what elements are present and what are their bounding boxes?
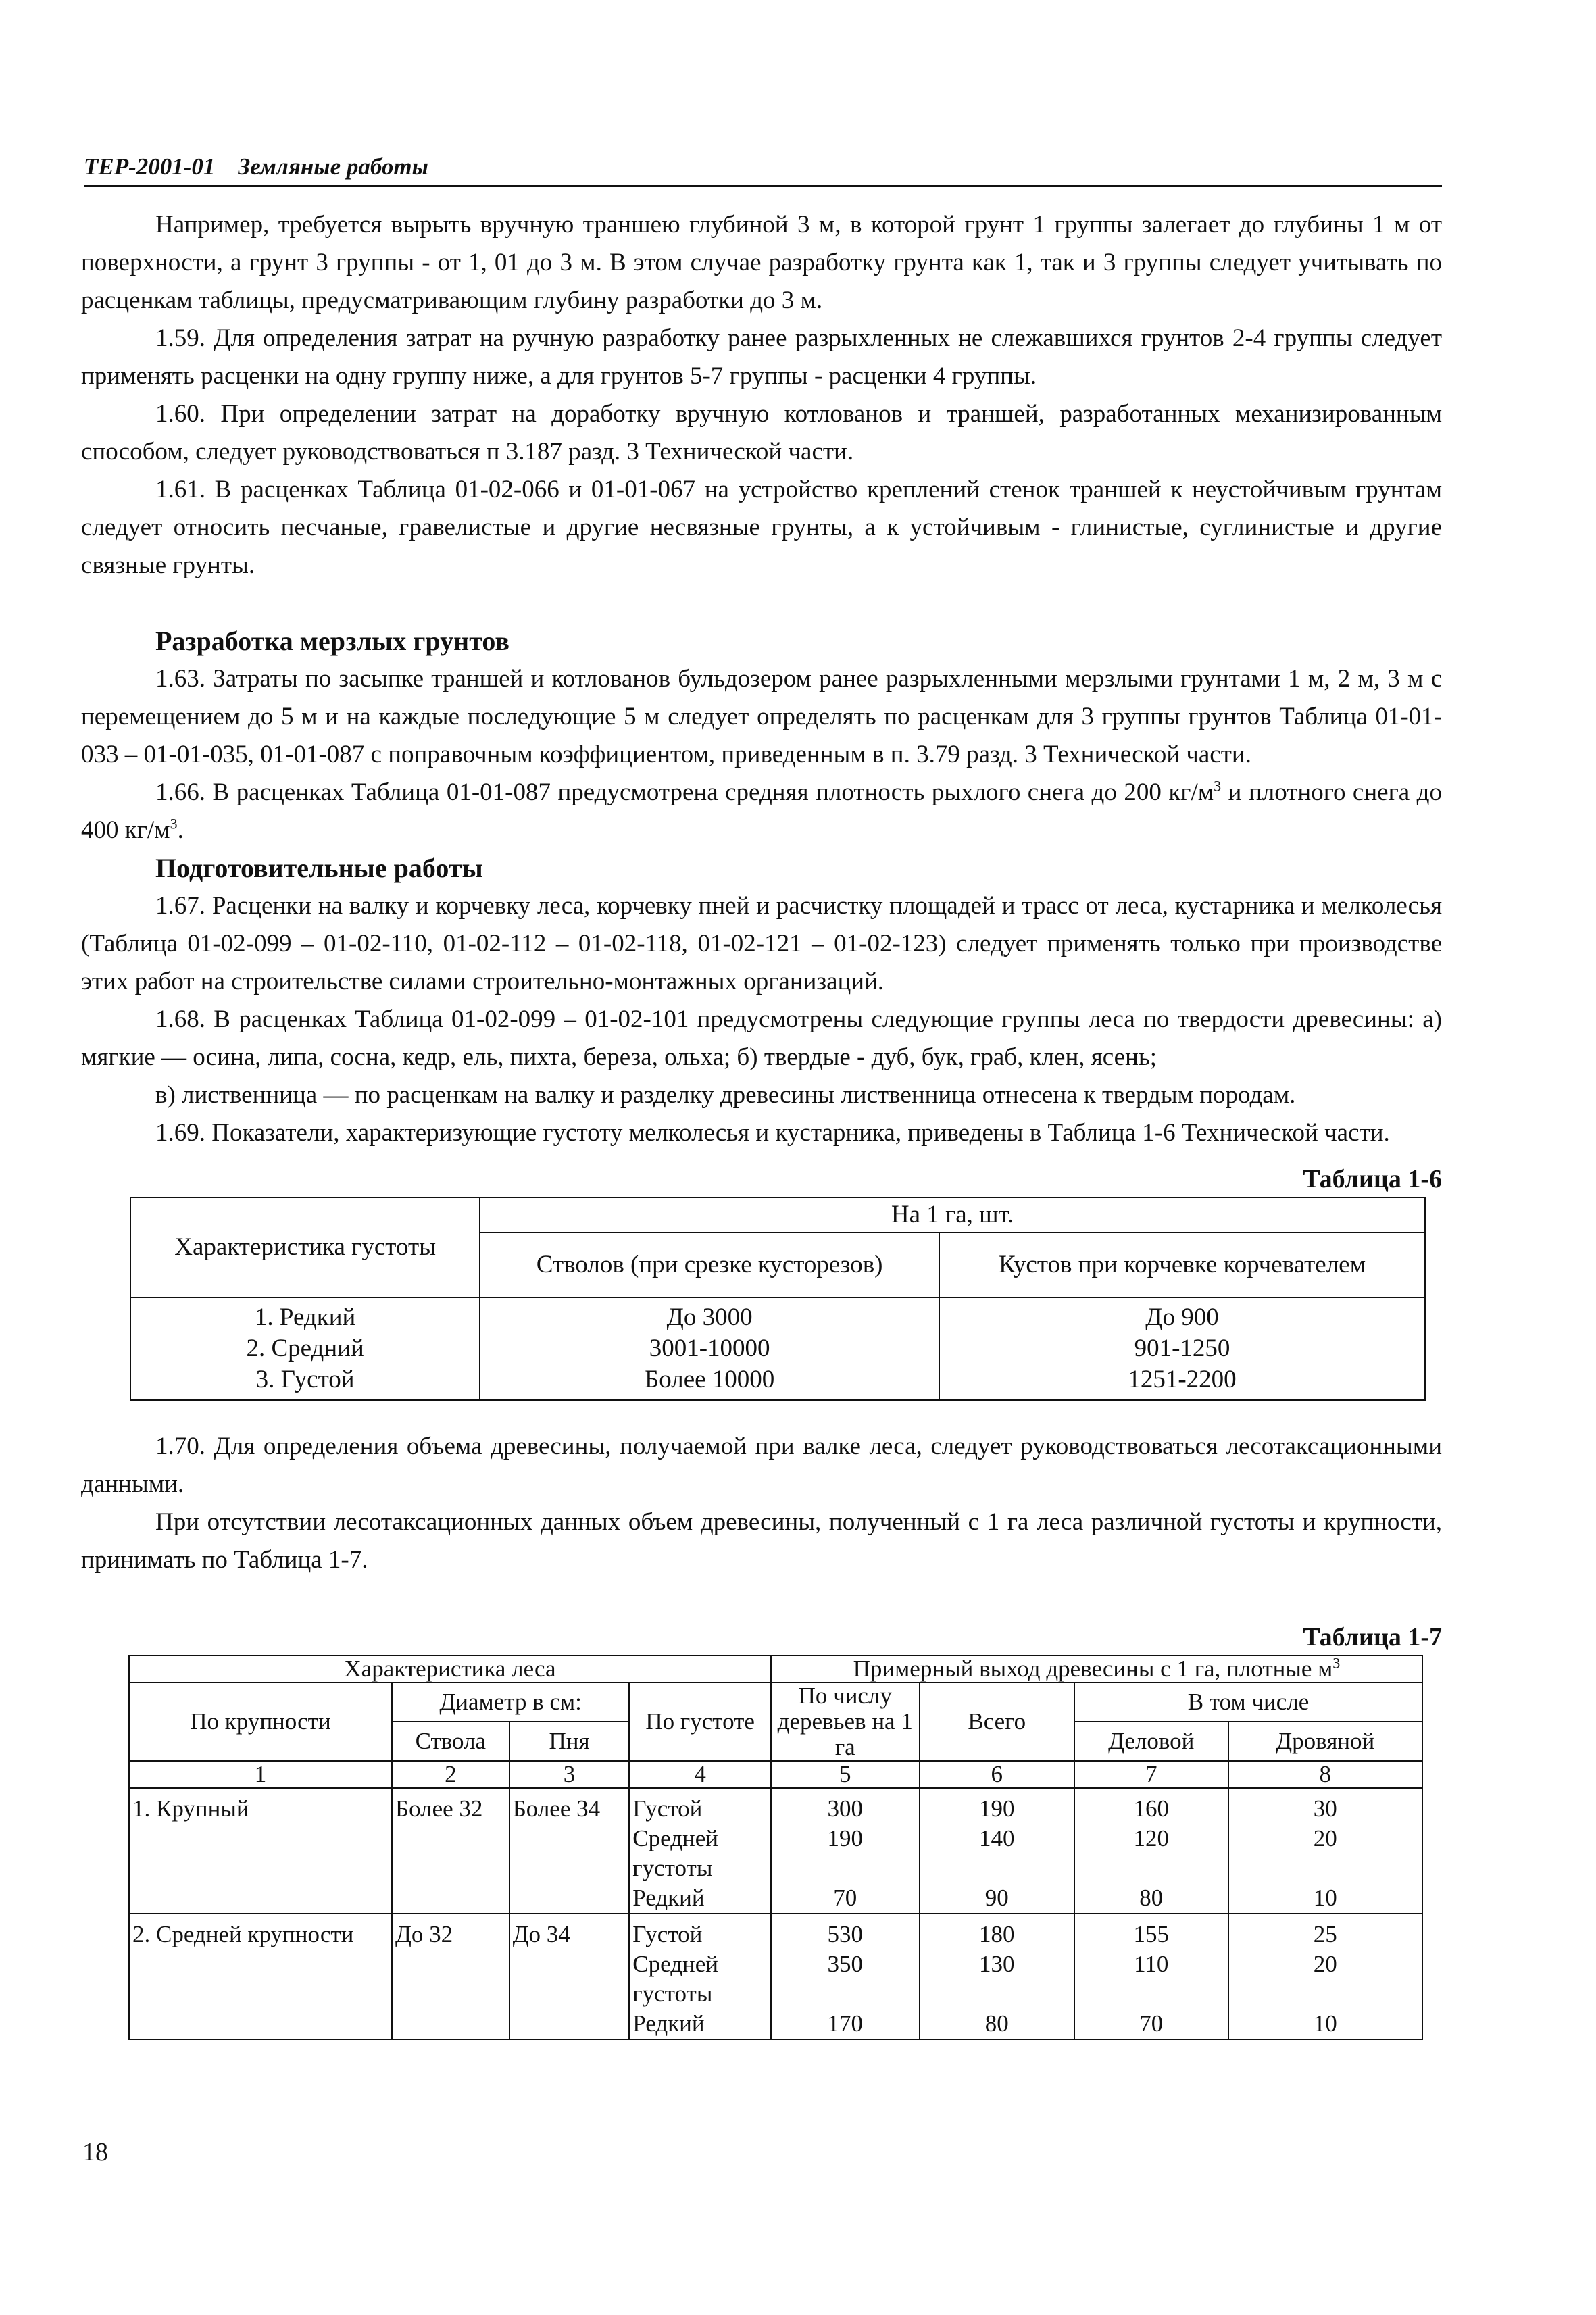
table-header: Стволов (при срезке кусторезов) bbox=[480, 1233, 939, 1297]
table-row: 3. Густой Более 10000 1251-2200 bbox=[130, 1364, 1425, 1400]
table-caption: Таблица 1-7 bbox=[1303, 1623, 1442, 1651]
running-header bbox=[84, 150, 1442, 187]
table-header: Деловой bbox=[1074, 1722, 1228, 1761]
table-header: Всего bbox=[920, 1683, 1074, 1761]
paragraph: 1.61. В расценках Таблица 01-02-066 и 01-01-067 на устройство креплений стенок траншей к неустойчивым грунтам следует относить песчаные, гравелистые и другие несвязные грунты, а к устойчивым - глинистые, суглинистые и другие связные грунты. bbox=[81, 476, 1442, 579]
page-content bbox=[81, 206, 1442, 2040]
page-number: 18 bbox=[82, 2138, 108, 2166]
table-caption: Таблица 1-6 bbox=[1303, 1165, 1442, 1193]
table-header: Характеристика леса bbox=[129, 1656, 771, 1683]
table-header: Кустов при корчевке корчевателем bbox=[939, 1233, 1425, 1297]
document-code: ТЕР-2001-01 bbox=[84, 153, 216, 180]
paragraph: 1.70. Для определения объема древесины, получаемой при валке леса, следует руководствоваться лесотаксационными данными. bbox=[81, 1433, 1442, 1498]
table-header: Диаметр в см: bbox=[392, 1683, 629, 1722]
table-header: Ствола bbox=[392, 1722, 509, 1761]
table-row: 1. Редкий До 3000 До 900 bbox=[130, 1297, 1425, 1333]
timber-yield-table: Характеристика леса Примерный выход древесины с 1 га, плотные $м^3$ По крупности Диаметр в см: По густоте По числу деревьев на 1 га Всего В том числе Ствола Пня Деловой Дровяной 1 2 3 4 5 6 7 8 1. Крупный Более 32 Более 34 Густой 300 190 160 30 Средней густоты 190 140 120 20 Редкий 70 90 80 10 2. Средней крупности До 32 До 34 Густой 530 180 155 25 Средней густоты 350 130 110 20 Редкий 170 80 70 10 bbox=[128, 1655, 1423, 2040]
paragraph: 1.59. Для определения затрат на ручную разработку ранее разрыхленных не слежавшихся грунтов 2-4 группы следует применять расценки на одну группу ниже, а для грунтов 5-7 группы - расценки 4 группы. bbox=[81, 324, 1442, 390]
paragraph: Например, требуется вырыть вручную траншею глубиной 3 м, в которой грунт 1 группы залегает до глубины 1 м от поверхности, а грунт 3 группы - от 1, 01 до 3 м. В этом случае разработку грунта как 1, так и 3 группы следует учитывать по расценкам таблицы, предусматривающим глубину разработки до 3 м. bbox=[81, 211, 1442, 314]
density-table bbox=[130, 1197, 1426, 1401]
table-header: По числу деревьев на 1 га bbox=[771, 1683, 920, 1761]
table-row: Редкий 70 90 80 10 bbox=[129, 1883, 1422, 1914]
section-title: Земляные работы bbox=[238, 153, 428, 180]
table-header: Характеристика густоты bbox=[130, 1197, 480, 1297]
table-header: Примерный выход древесины с 1 га, плотные $м^3$ bbox=[771, 1656, 1422, 1683]
table-header: В том числе bbox=[1074, 1683, 1422, 1722]
paragraph: 1.63. Затраты по засыпке траншей и котлованов бульдозером ранее разрыхленными мерзлыми грунтами 1 м, 2 м, 3 м с перемещением до 5 м и на каждые последующие 5 м следует определять по расценкам для 3 группы грунтов Таблица 01-01-033 – 01-01-035, 01-01-087 с поправочным коэффициентом, приведенным в п. 3.79 разд. 3 Технической части. bbox=[81, 665, 1442, 768]
table-row: 2. Средней крупности До 32 До 34 Густой 530 180 155 25 bbox=[129, 1914, 1422, 1949]
table-header: По крупности bbox=[129, 1683, 392, 1761]
table-row: 2. Средний 3001-10000 901-1250 bbox=[130, 1333, 1425, 1364]
table-header: По густоте bbox=[629, 1683, 771, 1761]
paragraph: 1.60. При определении затрат на доработку вручную котлованов и траншей, разработанных механизированным способом, следует руководствоваться п 3.187 разд. 3 Технической части. bbox=[81, 400, 1442, 466]
paragraph: 1.66. В расценках Таблица 01-01-087 предусмотрена средняя плотность рыхлого снега до 200 $кг/м^3$ и плотного снега до 400 $кг/м^3$. bbox=[81, 777, 1442, 844]
section-heading: Подготовительные работы bbox=[155, 853, 483, 883]
table-header: На 1 га, шт. bbox=[480, 1197, 1425, 1233]
paragraph: При отсутствии лесотаксационных данных объем древесины, полученный с 1 га леса различной густоты и крупности, принимать по Таблица 1-7. bbox=[81, 1508, 1442, 1574]
table-row: Средней густоты 190 140 120 20 bbox=[129, 1824, 1422, 1883]
paragraph: 1.67. Расценки на валку и корчевку леса, корчевку пней и расчистку площадей и трасс от леса, кустарника и мелколесья (Таблица 01-02-099 – 01-02-110, 01-02-112 – 01-02-118, 01-02-121 – 01-02-123) следует применять только при производстве этих работ на строительстве силами строительно-монтажных организаций. bbox=[81, 892, 1442, 995]
section-heading: Разработка мерзлых грунтов bbox=[155, 626, 509, 656]
table-row: Редкий 170 80 70 10 bbox=[129, 2009, 1422, 2039]
table-row: Средней густоты 350 130 110 20 bbox=[129, 1949, 1422, 2009]
table-header: Пня bbox=[509, 1722, 630, 1761]
table-row: 1. Крупный Более 32 Более 34 Густой 300 190 160 30 bbox=[129, 1788, 1422, 1824]
paragraph: 1.68. В расценках Таблица 01-02-099 – 01-02-101 предусмотрены следующие группы леса по твердости древесины: а) мягкие — осина, липа, сосна, кедр, ель, пихта, береза, ольха; б) твердые - дуб, бук, граб, клен, ясень; bbox=[81, 1005, 1442, 1071]
table-header: Дровяной bbox=[1228, 1722, 1422, 1761]
paragraph: 1.69. Показатели, характеризующие густоту мелколесья и кустарника, приведены в Таблица 1-6 Технической части. bbox=[155, 1119, 1390, 1147]
paragraph: в) лиственница — по расценкам на валку и разделку древесины лиственница отнесена к твердым породам. bbox=[155, 1081, 1296, 1109]
